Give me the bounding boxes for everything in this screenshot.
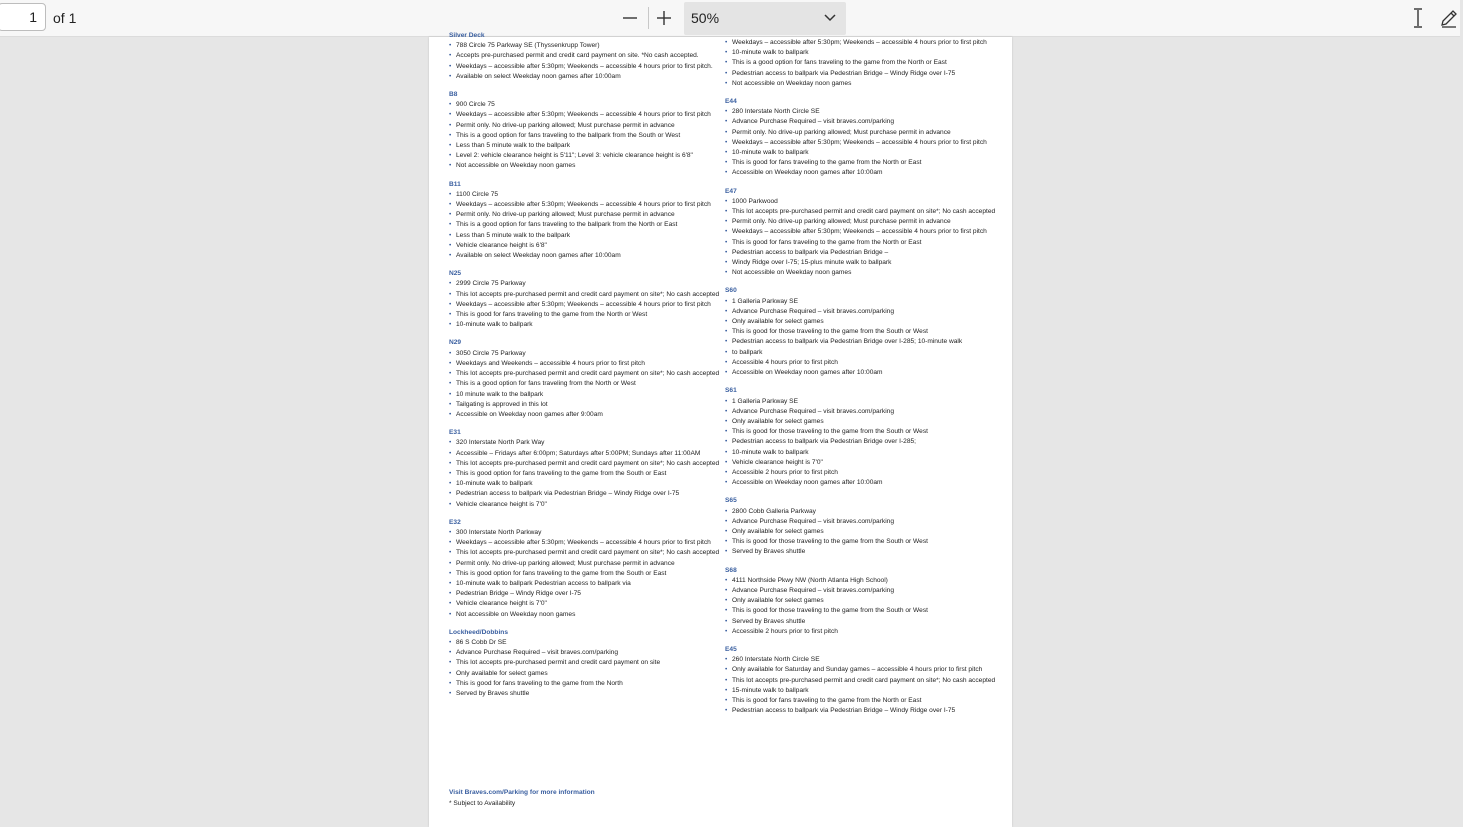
pen-icon [1439, 8, 1459, 28]
lot-detail-item: • Weekdays – accessible after 5:30pm; Weekends – accessible 4 hours prior to first pitch [449, 538, 724, 548]
lot-detail-item: • Weekdays – accessible after 5:30pm; Weekends – accessible 4 hours prior to first pitch [449, 300, 724, 310]
parking-info-link[interactable]: Visit Braves.com/Parking for more information [449, 789, 595, 796]
parking-lot-section [449, 338, 724, 420]
lot-detail-item: • This is good option for fans traveling to the game from the South or East [449, 469, 724, 479]
lot-detail-item: • Tailgating is approved in this lot [449, 400, 724, 410]
lot-detail-item: • Weekdays – accessible after 5:30pm; Weekends – accessible 4 hours prior to first pitch [725, 138, 1007, 148]
lot-detail-item: • 10-minute walk to ballpark [725, 448, 1007, 458]
lot-detail-item: • Windy Ridge over I-75; 15-plus minute walk to ballpark [725, 258, 1007, 268]
lot-detail-item: • Weekdays – accessible after 5:30pm; Weekends – accessible 4 hours prior to first pitch [449, 200, 724, 210]
lot-detail-item: • 280 Interstate North Circle SE [725, 107, 1007, 117]
lot-detail-item: • This lot accepts pre-purchased permit and credit card payment on site*; No cash accepted [449, 290, 724, 300]
lot-detail-item: • 86 S Cobb Dr SE [449, 638, 724, 648]
lot-title: E31 [449, 429, 461, 437]
lot-detail-item: • 788 Circle 75 Parkway SE (Thyssenkrupp Tower) [449, 41, 724, 51]
lot-detail-item: • Weekdays – accessible after 5:30pm; Weekends – accessible 4 hours prior to first pitch [449, 110, 724, 120]
parking-lot-section [449, 31, 724, 82]
text-cursor-icon [1411, 7, 1425, 29]
lot-detail-item: • Vehicle clearance height is 7'0" [449, 500, 724, 510]
parking-lot-section [449, 628, 724, 699]
lot-detail-item: • This is good for fans traveling to the game from the North or East [725, 696, 1007, 706]
lot-detail-item: • This lot accepts pre-purchased permit and credit card payment on site*; No cash accepted [449, 369, 724, 379]
lot-detail-item: • Permit only. No drive-up parking allowed; Must purchase permit in advance [725, 128, 1007, 138]
lot-detail-item: • 2800 Cobb Galleria Parkway [725, 507, 1007, 517]
lot-detail-item: • Served by Braves shuttle [725, 547, 1007, 557]
lot-title: S65 [725, 497, 737, 505]
lot-detail-item: • 10 minute walk to the ballpark [449, 390, 724, 400]
lot-detail-item: • 10-minute walk to ballpark [449, 479, 724, 489]
lot-title: E45 [725, 645, 737, 653]
lot-detail-item: • 900 Circle 75 [449, 100, 724, 110]
document-footer [449, 787, 595, 809]
parking-lot-section [449, 90, 724, 172]
lot-detail-item: • This is good for those traveling to the game from the South or West [725, 606, 1007, 616]
lot-detail-item: • Not accessible on Weekday noon games [449, 610, 724, 620]
lot-title: S61 [725, 387, 737, 395]
lot-detail-item: • This is a good option for fans traveling to the ballpark from the South or West [449, 131, 724, 141]
lot-detail-item: • Pedestrian access to ballpark via Pedestrian Bridge over I-285; 10-minute walk [725, 337, 1007, 347]
parking-lot-section [449, 180, 724, 262]
parking-lot-section [725, 566, 1007, 637]
lot-detail-item: • 1 Galleria Parkway SE [725, 397, 1007, 407]
lot-detail-item: • Permit only. No drive-up parking allowed; Must purchase permit in advance [449, 210, 724, 220]
lot-detail-item: • Accessible 2 hours prior to first pitch [725, 627, 1007, 637]
lot-detail-item: • This is good for those traveling to the game from the South or West [725, 327, 1007, 337]
lot-detail-item: • Vehicle clearance height is 6'8" [449, 241, 724, 251]
lot-detail-item: • 2999 Circle 75 Parkway [449, 279, 724, 289]
chevron-down-icon [824, 13, 836, 23]
toolbar-divider [648, 7, 649, 29]
zoom-in-button[interactable] [650, 4, 678, 32]
lot-detail-item: • Weekdays – accessible after 5:30pm; Weekends – accessible 4 hours prior to first pitch [725, 38, 1007, 48]
zoom-value: 50% [691, 10, 720, 26]
lot-detail-item: • Pedestrian access to ballpark via Pedestrian Bridge – Windy Ridge over I-75 [449, 489, 724, 499]
lot-detail-item: • Advance Purchase Required – visit braves.com/parking [725, 117, 1007, 127]
parking-lot-section [725, 38, 1007, 89]
lot-detail-item: • Level 2: vehicle clearance height is 5'11"; Level 3: vehicle clearance height is 6'8" [449, 151, 724, 161]
lot-detail-item: • This lot accepts pre-purchased permit and credit card payment on site*; No cash accepted [725, 676, 1007, 686]
lot-detail-item: • Served by Braves shuttle [449, 689, 724, 699]
lot-detail-item: • to ballpark [725, 348, 1007, 358]
text-select-button[interactable] [1404, 4, 1432, 32]
lot-title: B8 [449, 91, 458, 99]
lot-detail-item: • Only available for select games [725, 527, 1007, 537]
minus-icon [622, 10, 638, 26]
lot-detail-item: • Accessible on Weekday noon games after 9:00am [449, 410, 724, 420]
parking-lot-section [725, 286, 1007, 378]
lot-detail-item: • This is a good option for fans traveling to the ballpark from the North or East [449, 220, 724, 230]
parking-lot-section [449, 428, 724, 510]
lot-detail-item: • This is a good option for fans traveling to the game from the North or East [725, 58, 1007, 68]
lot-detail-item: • Only available for select games [725, 596, 1007, 606]
parking-lot-section [725, 645, 1007, 716]
lot-detail-item: • This lot accepts pre-purchased permit and credit card payment on site*; No cash accepted [449, 459, 724, 469]
lot-detail-item: • 4111 Northside Pkwy NW (North Atlanta High School) [725, 576, 1007, 586]
lot-detail-item: • Advance Purchase Required – visit braves.com/parking [725, 307, 1007, 317]
lot-detail-item: • This lot accepts pre-purchased permit and credit card payment on site*; No cash accepted [725, 207, 1007, 217]
lot-title: E47 [725, 187, 737, 195]
lot-detail-item: • 1000 Parkwood [725, 197, 1007, 207]
lot-detail-item: • Not accessible on Weekday noon games [725, 79, 1007, 89]
lot-detail-item: • This is good for fans traveling to the game from the North or East [725, 158, 1007, 168]
lot-detail-item: • Less than 5 minute walk to the ballpark [449, 231, 724, 241]
left-column [449, 31, 724, 707]
lot-detail-item: • Advance Purchase Required – visit braves.com/parking [725, 407, 1007, 417]
parking-lot-section [725, 496, 1007, 557]
lot-detail-item: • Accessible on Weekday noon games after 10:00am [725, 168, 1007, 178]
lot-detail-item: • Advance Purchase Required – visit braves.com/parking [725, 517, 1007, 527]
lot-detail-item: • Vehicle clearance height is 7'0" [449, 599, 724, 609]
lot-detail-item: • Pedestrian access to ballpark via Pedestrian Bridge – Windy Ridge over I-75 [725, 69, 1007, 79]
lot-detail-item: • This is a good option for fans traveling from the North or West [449, 379, 724, 389]
lot-detail-item: • Accessible – Fridays after 6:00pm; Saturdays after 5:00PM; Sundays after 11:00AM [449, 449, 724, 459]
lot-detail-item: • 10-minute walk to ballpark [725, 48, 1007, 58]
lot-title: N29 [449, 339, 462, 347]
lot-title: N25 [449, 270, 462, 278]
lot-detail-item: • Advance Purchase Required – visit braves.com/parking [725, 586, 1007, 596]
lot-detail-item: • Weekdays – accessible after 5:30pm; Weekends – accessible 4 hours prior to first pitch [725, 227, 1007, 237]
lot-detail-item: • Available on select Weekday noon games after 10:00am [449, 251, 724, 261]
lot-detail-item: • This is good for those traveling to the game from the South or West [725, 427, 1007, 437]
lot-detail-item: • 320 Interstate North Park Way [449, 438, 724, 448]
lot-detail-item: • Weekdays and Weekends – accessible 4 hours prior to first pitch [449, 359, 724, 369]
lot-detail-item: • This is good for fans traveling to the game from the North or West [449, 310, 724, 320]
lot-detail-item: • Not accessible on Weekday noon games [725, 268, 1007, 278]
pdf-page [429, 32, 1012, 827]
lot-detail-item: • This is good option for fans traveling to the game from the South or East [449, 569, 724, 579]
lot-detail-item: • Advance Purchase Required – visit braves.com/parking [449, 648, 724, 658]
pdf-toolbar [0, 0, 1460, 37]
page-count-label: of 1 [53, 10, 77, 26]
lot-detail-item: • Less than 5 minute walk to the ballpark [449, 141, 724, 151]
lot-detail-item: • Only available for select games [725, 317, 1007, 327]
lot-detail-item: • Only available for select games [725, 417, 1007, 427]
zoom-out-button[interactable] [616, 4, 644, 32]
availability-note: * Subject to Availability [449, 800, 516, 807]
lot-title: Silver Deck [449, 32, 485, 39]
lot-detail-item: • 300 Interstate North Parkway [449, 528, 724, 538]
lot-detail-item: • This lot accepts pre-purchased permit and credit card payment on site [449, 658, 724, 668]
lot-detail-item: • 10-minute walk to ballpark Pedestrian access to ballpark via [449, 579, 724, 589]
lot-detail-item: • Only available for Saturday and Sunday games – accessible 4 hours prior to first pitch [725, 665, 1007, 675]
lot-detail-item: • This is good for fans traveling to the game from the North [449, 679, 724, 689]
lot-detail-item: • 10-minute walk to ballpark [449, 320, 724, 330]
lot-detail-item: • Weekdays – accessible after 5:30pm; Weekends – accessible 4 hours prior to first pitch. [449, 62, 724, 72]
lot-detail-item: • Only available for select games [449, 669, 724, 679]
lot-detail-item: • Accessible on Weekday noon games after 10:00am [725, 368, 1007, 378]
lot-detail-item: • Pedestrian Bridge – Windy Ridge over I-75 [449, 589, 724, 599]
parking-lot-section [449, 518, 724, 620]
lot-detail-item: • Served by Braves shuttle [725, 617, 1007, 627]
right-column [725, 38, 1007, 724]
lot-detail-item: • Permit only. No drive-up parking allowed; Must purchase permit in advance [449, 121, 724, 131]
page-number-input[interactable]: 1 [0, 3, 46, 31]
parking-lot-section [725, 187, 1007, 279]
lot-detail-item: • This is good for fans traveling to the game from the North or East [725, 238, 1007, 248]
lot-detail-item: • 15-minute walk to ballpark [725, 686, 1007, 696]
lot-detail-item: • Permit only. No drive-up parking allowed; Must purchase permit in advance [725, 217, 1007, 227]
lot-title: S68 [725, 566, 737, 574]
plus-icon [656, 10, 672, 26]
lot-detail-item: • Pedestrian access to ballpark via Pedestrian Bridge – [725, 248, 1007, 258]
draw-button[interactable] [1435, 4, 1463, 32]
lot-detail-item: • Accepts pre-purchased permit and credit card payment on site. *No cash accepted. [449, 51, 724, 61]
lot-title: B11 [449, 180, 461, 188]
lot-title: Lockheed/Dobbins [449, 628, 508, 636]
lot-title: E44 [725, 98, 737, 106]
lot-detail-item: • 3050 Circle 75 Parkway [449, 349, 724, 359]
lot-detail-item: • Accessible on Weekday noon games after 10:00am [725, 478, 1007, 488]
lot-detail-item: • This lot accepts pre-purchased permit and credit card payment on site*; No cash accepted [449, 548, 724, 558]
lot-detail-item: • 260 Interstate North Circle SE [725, 655, 1007, 665]
lot-title: E32 [449, 518, 461, 526]
parking-lot-section [725, 386, 1007, 488]
lot-detail-item: • Vehicle clearance height is 7'0" [725, 458, 1007, 468]
parking-lot-section [725, 97, 1007, 179]
lot-detail-item: • Pedestrian access to ballpark via Pedestrian Bridge over I-285; [725, 437, 1007, 447]
lot-detail-item: • Permit only. No drive-up parking allowed; Must purchase permit in advance [449, 559, 724, 569]
lot-detail-item: • 10-minute walk to ballpark [725, 148, 1007, 158]
lot-detail-item: • Not accessible on Weekday noon games [449, 161, 724, 171]
lot-detail-item: • This is good for those traveling to the game from the South or West [725, 537, 1007, 547]
lot-detail-item: • 1 Galleria Parkway SE [725, 297, 1007, 307]
lot-detail-item: • Accessible 2 hours prior to first pitch [725, 468, 1007, 478]
lot-detail-item: • Pedestrian access to ballpark via Pedestrian Bridge – Windy Ridge over I-75 [725, 706, 1007, 716]
lot-detail-item: • Accessible 4 hours prior to first pitch [725, 358, 1007, 368]
lot-detail-item: • Available on select Weekday noon games after 10:00am [449, 72, 724, 82]
parking-lot-section [449, 269, 724, 330]
lot-detail-item: • 1100 Circle 75 [449, 190, 724, 200]
lot-title: S60 [725, 287, 737, 295]
